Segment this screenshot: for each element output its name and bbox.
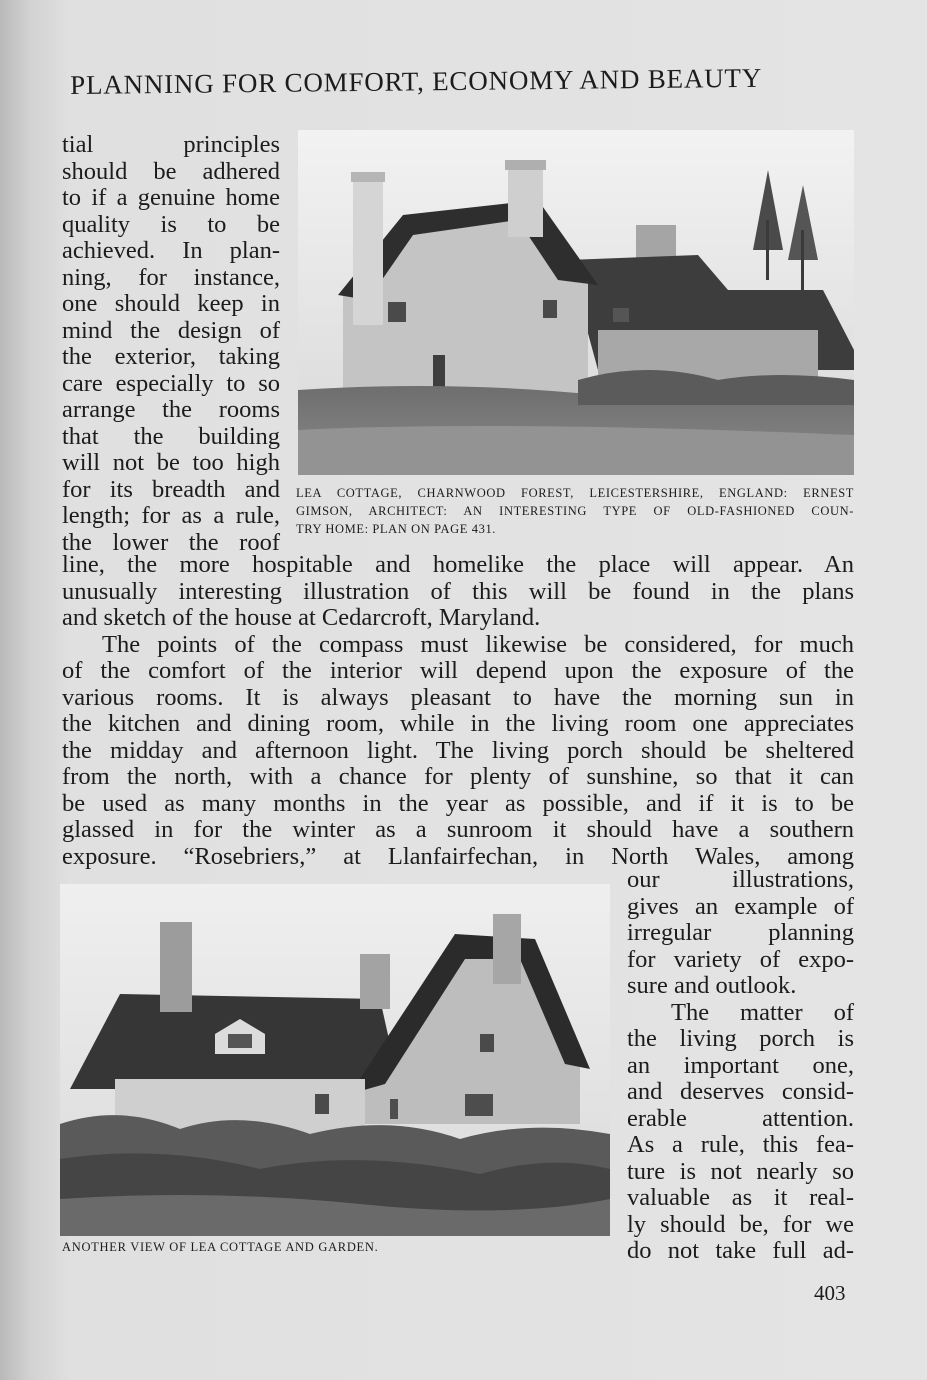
text-line: quality is to be — [62, 210, 280, 238]
page-number: 403 — [814, 1281, 846, 1305]
text-line: our illustrations, — [627, 866, 854, 893]
caption-line: GIMSON, ARCHITECT: AN INTERESTING TYPE OF OLD-FASHIONED COUN- — [296, 504, 854, 518]
text-line: The points of the compass must likewise be considered, for much — [102, 630, 854, 658]
text-line: unusually interesting illustration of this will be found in the plans — [62, 577, 854, 605]
text-line: will not be too high — [62, 449, 280, 476]
text-line: the living porch is — [627, 1025, 854, 1052]
text-line: glassed in for the winter as a sunroom it should have a southern — [62, 816, 854, 843]
left-column-text — [62, 132, 280, 556]
text-line: one should keep in — [62, 290, 280, 317]
text-line: line, the more hospitable and homelike the place will appear. An — [62, 551, 854, 578]
text-line: valuable as it real- — [627, 1184, 854, 1211]
caption-line: LEA COTTAGE, CHARNWOOD FOREST, LEICESTERSHIRE, ENGLAND: ERNEST — [296, 486, 854, 500]
text-line: should be adhered — [62, 157, 280, 185]
text-line: the kitchen and dining room, while in the living room one appreciates — [62, 710, 854, 737]
right-column-text — [627, 867, 854, 1265]
text-line: As a rule, this fea- — [627, 1131, 854, 1158]
text-line: ly should be, for we — [627, 1210, 854, 1238]
photo-lea-cottage — [298, 130, 854, 475]
text-line: achieved. In plan- — [62, 237, 280, 264]
text-line: to if a genuine home — [62, 184, 280, 211]
text-line: care especially to so — [62, 369, 280, 397]
caption-line: TRY HOME: PLAN ON PAGE 431. — [296, 522, 497, 536]
text-line: that the building — [62, 422, 280, 450]
text-line: the midday and afternoon light. The living porch should be sheltered — [62, 736, 854, 764]
cottage-garden-photo-illustration — [60, 884, 610, 1236]
text-line: of the comfort of the interior will depend upon the exposure of the — [62, 657, 854, 684]
text-line: arrange the rooms — [62, 396, 280, 423]
cottage-photo-illustration — [298, 130, 854, 475]
text-line: from the north, with a chance for plenty of sunshine, so that it can — [62, 763, 854, 790]
text-line: sure and outlook. — [627, 972, 797, 999]
text-line: exposure. “Rosebriers,” at Llanfairfechan, in North Wales, among — [62, 842, 854, 870]
text-line: the lower the roof — [62, 528, 280, 556]
text-line: ning, for instance, — [62, 263, 280, 291]
text-line: an important one, — [627, 1051, 854, 1079]
text-line: for variety of expo- — [627, 945, 854, 973]
main-body-text — [62, 552, 854, 870]
text-line: length; for as a rule, — [62, 502, 280, 529]
photo-lea-cottage-garden — [60, 884, 610, 1236]
text-line: The matter of — [671, 998, 854, 1026]
text-line: do not take full ad- — [627, 1237, 854, 1264]
figure2-caption: ANOTHER VIEW OF LEA COTTAGE AND GARDEN. — [62, 1240, 379, 1254]
text-line: tial principles — [62, 131, 280, 158]
running-header: PLANNING FOR COMFORT, ECONOMY AND BEAUTY — [70, 62, 763, 100]
figure1-caption — [296, 484, 854, 538]
text-line: the exterior, taking — [62, 343, 280, 370]
text-line: irregular planning — [627, 919, 854, 946]
text-line: and deserves consid- — [627, 1078, 854, 1105]
text-line: erable attention. — [627, 1104, 854, 1132]
text-line: various rooms. It is always pleasant to have the morning sun in — [62, 683, 854, 711]
text-line: mind the design of — [62, 316, 280, 344]
text-line: gives an example of — [627, 892, 854, 920]
text-line: ture is not nearly so — [627, 1157, 854, 1185]
text-line: for its breadth and — [62, 475, 280, 503]
text-line: and sketch of the house at Cedarcroft, Maryland. — [62, 604, 541, 631]
text-line: be used as many months in the year as possible, and if it is to be — [62, 789, 854, 817]
